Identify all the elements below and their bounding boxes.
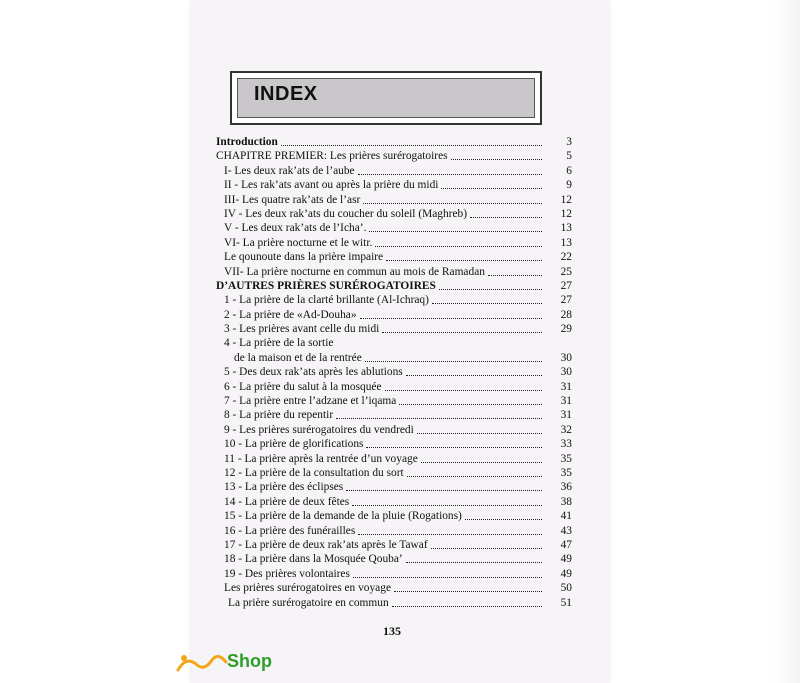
toc-entry-title: II - Les rak’ats avant ou après la prière du midi [224,179,439,192]
toc-dot-leader [417,423,542,434]
toc-entry-title: 1 - La prière de la clarté brillante (Al-Ichraq) [224,294,429,307]
toc-entry [216,221,572,235]
toc-entry-title: La prière surérogatoire en commun [228,596,389,609]
toc-entry [216,336,572,365]
toc-dot-leader [353,567,542,578]
toc-entry-title: 14 - La prière de deux fêtes [224,495,350,508]
toc-entry [216,193,572,207]
toc-entry-title: 2 - La prière de «Ad-Douha» [224,308,357,321]
toc-entry-page: 32 [560,423,572,436]
toc-entry-page: 41 [560,510,572,523]
toc-dot-leader [421,452,542,463]
toc-entry-title: 10 - La prière de glorifications [224,438,364,451]
toc-entry [216,236,572,250]
toc-entry [216,250,572,264]
toc-entry-page: 13 [560,222,572,235]
toc-entry-page: 43 [560,524,572,537]
toc-entry-title: 12 - La prière de la consultation du sort [224,467,404,479]
toc-entry-page: 47 [560,538,572,551]
index-title: INDEX [254,83,318,105]
toc-entry-page: 50 [560,582,572,595]
toc-entry-page: 49 [560,567,572,580]
table-of-contents [216,135,572,610]
toc-dot-leader [432,293,542,304]
toc-entry-title: Le qounoute dans la prière impaire [224,251,384,264]
toc-entry [216,596,572,610]
toc-dot-leader [441,178,542,189]
toc-dot-leader [406,365,542,376]
toc-entry-page: 25 [560,265,572,278]
toc-entry-title: D’AUTRES PRIÈRES SURÉROGATOIRES [216,279,436,292]
toc-entry-page: 36 [560,481,572,494]
toc-entry-title: 4 - La prière de la sortie [224,337,334,350]
toc-dot-leader [281,135,542,146]
toc-entry [216,581,572,595]
toc-entry-title: 3 - Les prières avant celle du midi [224,323,380,336]
toc-entry-page: 12 [560,207,572,220]
toc-dot-leader [407,466,542,477]
toc-entry-title: Introduction [216,136,278,148]
toc-entry-page: 5 [566,150,572,163]
toc-entry [216,207,572,221]
toc-entry-title: 18 - La prière dans la Mosquée Qouba’ [224,553,403,566]
toc-entry-page: 3 [566,136,572,148]
toc-dot-leader [346,480,542,491]
toc-entry-page: 31 [560,409,572,422]
toc-entry [216,394,572,408]
toc-entry [216,437,572,451]
toc-entry-page: 6 [566,164,572,177]
toc-entry-title: 16 - La prière des funérailles [224,524,356,537]
toc-entry [216,408,572,422]
toc-entry [216,567,572,581]
toc-entry-page: 31 [560,380,572,393]
toc-entry-title: CHAPITRE PREMIER: Les prières surérogatoires [216,150,448,163]
toc-entry-page: 49 [560,553,572,566]
toc-dot-leader [366,437,542,448]
toc-entry [216,365,572,379]
toc-entry-page: 35 [560,467,572,479]
toc-dot-leader [358,524,542,535]
toc-entry [216,380,572,394]
toc-entry-page: 13 [560,236,572,249]
toc-entry-page: 9 [566,179,572,192]
toc-entry-title: 7 - La prière entre l’adzane et l’iqama [224,395,397,408]
toc-entry-title: 11 - La prière après la rentrée d’un voyage [224,452,418,465]
toc-entry-title: 19 - Des prières volontaires [224,567,350,580]
toc-entry-title: 5 - Des deux rak’ats après les ablutions [224,366,403,379]
toc-dot-leader [470,207,542,218]
toc-entry [216,293,572,307]
toc-dot-leader [488,265,542,276]
toc-entry-page: 22 [560,251,572,264]
page-edge-shadow [772,0,800,683]
toc-dot-leader [358,164,542,175]
toc-entry-page: 35 [560,452,572,465]
shop-logo-text: Shop [227,651,272,671]
toc-entry-page: 31 [560,395,572,408]
toc-entry [216,524,572,538]
toc-dot-leader [352,495,542,506]
toc-entry-title-continued: de la maison et de la rentrée [234,351,362,364]
toc-dot-leader [451,149,542,160]
toc-dot-leader [385,380,542,391]
toc-entry [216,423,572,437]
index-header-box [230,71,542,125]
toc-entry-title: IV - Les deux rak’ats du coucher du soleil (Maghreb) [224,207,468,220]
toc-dot-leader [360,308,542,319]
toc-entry [216,538,572,552]
toc-entry-title: Les prières surérogatoires en voyage [224,582,391,595]
toc-dot-leader [406,552,542,563]
toc-entry [216,308,572,322]
toc-dot-leader [386,250,542,261]
toc-dot-leader [439,279,542,290]
toc-entry-title: I- Les deux rak’ats de l’aube [224,164,355,177]
toc-entry [216,466,572,480]
toc-dot-leader [375,236,542,247]
toc-entry [216,279,572,293]
toc-dot-leader [431,538,542,549]
toc-dot-leader [394,581,542,592]
toc-entry-title: VI- La prière nocturne et le witr. [224,236,373,249]
toc-entry [216,322,572,336]
toc-entry-page: 12 [560,193,572,206]
toc-entry-title: V - Les deux rak’ats de l’Icha’. [224,222,367,235]
toc-entry-title: 17 - La prière de deux rak’ats après le Tawaf [224,538,428,551]
toc-entry-title: 9 - Les prières surérogatoires du vendredi [224,423,414,436]
toc-entry-page: 28 [560,308,572,321]
toc-entry-title: III- Les quatre rak’ats de l’asr [224,193,361,206]
toc-entry [216,265,572,279]
toc-entry [216,495,572,509]
toc-entry [216,452,572,466]
toc-entry [216,178,572,192]
toc-dot-leader [382,322,542,333]
toc-dot-leader [336,408,542,419]
toc-entry-page: 33 [560,438,572,451]
toc-entry-page: 51 [560,596,572,609]
toc-entry-page: 30 [560,366,572,379]
toc-entry [216,480,572,494]
toc-entry-page: 38 [560,495,572,508]
toc-entry-title: 6 - La prière du salut à la mosquée [224,380,382,393]
toc-entry-title: 15 - La prière de la demande de la pluie (Rogations) [224,510,462,523]
page-number: 135 [383,624,401,638]
toc-entry [216,552,572,566]
toc-entry-title: 13 - La prière des éclipses [224,481,344,494]
toc-entry [216,149,572,163]
toc-dot-leader [465,509,542,520]
toc-entry-page: 29 [560,323,572,336]
toc-dot-leader [365,351,542,362]
toc-entry-page: 27 [560,279,572,292]
toc-entry-page: 30 [560,351,572,364]
toc-entry [216,164,572,178]
toc-entry [216,509,572,523]
toc-entry-title: 8 - La prière du repentir [224,409,334,422]
toc-dot-leader [392,596,542,607]
toc-dot-leader [363,193,542,204]
toc-entry-title: VII- La prière nocturne en commun au mois de Ramadan [224,265,485,278]
toc-entry [216,135,572,149]
toc-entry-page: 27 [560,294,572,307]
toc-dot-leader [369,221,542,232]
toc-dot-leader [399,394,542,405]
